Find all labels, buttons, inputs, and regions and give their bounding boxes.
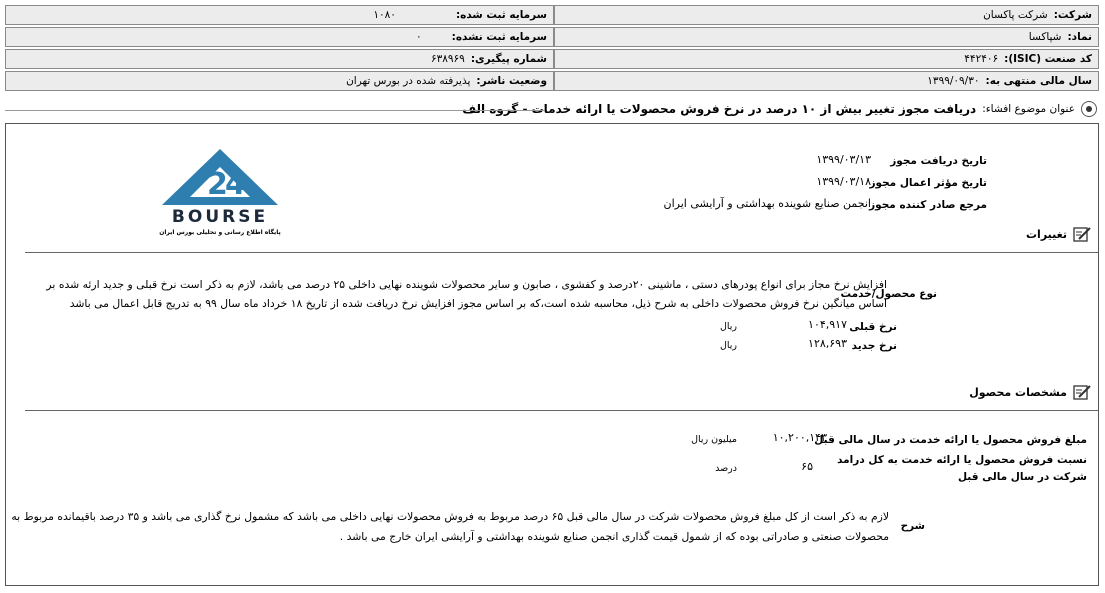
company-value: شرکت پاکسان (983, 9, 1048, 21)
tracking-label: شماره پیگیری: (470, 53, 547, 65)
sales-ratio-label-line-2: شرکت در سال مالی قبل (957, 471, 1087, 483)
capital-registered-value: ۱۰۸۰ (373, 9, 396, 21)
sales-ratio-value: ۶۵ (801, 460, 813, 473)
isic-label: کد صنعت (ISIC): (1004, 53, 1092, 65)
fiscal-year-label: سال مالی منتهی به: (985, 75, 1092, 87)
capital-registered-cell (5, 5, 554, 25)
capital-unregistered-cell (5, 27, 554, 47)
svg-text:2: 2 (207, 167, 228, 202)
info-row-1 (5, 5, 1099, 25)
capital-unregistered-label: سرمایه ثبت نشده: (451, 31, 547, 43)
product-type-text-line-1: افزایش نرخ مجاز برای انواع پودرهای دستی ، ماشینی ۲۰درصد و کفشوی ، صابون و سایر محصولات شوینده نهایی داخلی ۲۵ درصد می باشد، لازم به ذکر است نرخ قبلی و جدید ارئه شده بر (46, 278, 887, 291)
info-row-3 (5, 49, 1099, 69)
disclosure-title-row (462, 99, 1097, 119)
company-label: شرکت: (1053, 9, 1092, 21)
title-underline (5, 110, 545, 111)
old-rate-label: نرخ قبلی (849, 321, 897, 333)
prior-sales-value: ۱۰,۲۰۰,۱۴۳ (772, 431, 827, 444)
radio-bullet-icon (1081, 101, 1097, 117)
publisher-status-value: پذیرفته شده در بورس تهران (346, 75, 471, 87)
prior-sales-label: مبلغ فروش محصول یا ارائه خدمت در سال مالی قبل (814, 434, 1087, 446)
description-line-2: محصولات صنعتی و صادراتی بوده که از شمول قیمت گذاری انجمن صنایع شوینده بهداشتی و آرایشی ایران خارج می باشد . (339, 530, 889, 543)
description-label: شرح (900, 520, 925, 532)
changes-divider (25, 252, 1098, 253)
isic-value: ۴۴۲۴۰۶ (964, 53, 999, 65)
bourse-logo-mark-icon (150, 147, 290, 237)
changes-section-title: تغییرات (1026, 227, 1067, 241)
effective-date-label: تاریخ مؤثر اعمال مجوز (869, 177, 987, 189)
sales-ratio-label-line-1: نسبت فروش محصول یا ارائه خدمت به کل درامد (837, 454, 1087, 466)
capital-registered-label: سرمایه ثبت شده: (455, 9, 547, 21)
disclosure-title-prefix: عنوان موضوع افشاء: (982, 103, 1075, 115)
info-row-4 (5, 71, 1099, 91)
prior-sales-unit: میلیون ریال (691, 434, 737, 445)
old-rate-value: ۱۰۴,۹۱۷ (808, 318, 847, 331)
issuer-value: انجمن صنایع شوینده بهداشتی و آرایشی ایران (663, 197, 871, 210)
info-row-2 (5, 27, 1099, 47)
symbol-label: نماد: (1067, 31, 1092, 43)
capital-unregistered-value: ۰ (416, 31, 422, 43)
sales-ratio-unit: درصد (715, 463, 737, 474)
company-cell (554, 5, 1099, 25)
tracking-value: ۶۳۸۹۶۹ (430, 53, 465, 65)
receive-date-label: تاریخ دریافت مجوز (890, 155, 987, 167)
issuer-label: مرجع صادر کننده مجوز (869, 199, 987, 211)
product-specs-section-header (969, 384, 1091, 400)
changes-section-header (1026, 226, 1091, 242)
new-rate-unit: ریال (719, 340, 737, 351)
new-rate-value: ۱۲۸,۶۹۳ (808, 337, 847, 350)
product-specs-section-title: مشخصات محصول (969, 385, 1067, 399)
product-type-text-line-2: اساس میانگین نرخ فروش محصولات داخلی به شرح ذیل، محاسبه شده است،که بر اساس مجوز افزایش نرخ دریافت شده از تاریخ ۱۸ خرداد ماه سال ۹۹ به تدریج قابل اعمال می باشد (69, 297, 887, 310)
svg-text:4: 4 (225, 167, 246, 202)
logo-word: BOURSE (171, 207, 269, 227)
tracking-cell (5, 49, 554, 69)
new-rate-label: نرخ جدید (851, 340, 897, 352)
description-line-1: لازم به ذکر است از کل مبلغ فروش محصولات شرکت در سال مالی قبل ۶۵ درصد مربوط به فروش محصولات نهایی داخلی می باشد که مشمول نرخ گذاری می باشد و ۳۵ درصد باقیمانده مربوط به (11, 510, 889, 523)
edit-note-icon (1073, 384, 1091, 400)
bourse-logo (150, 147, 290, 237)
old-rate-unit: ریال (719, 321, 737, 332)
logo-tagline: پایگاه اطلاع رسانی و تحلیلی بورس ایران (159, 229, 281, 236)
symbol-value: شپاکسا (1028, 31, 1062, 43)
product-type-label: نوع محصول/خدمت (840, 288, 937, 300)
symbol-cell (554, 27, 1099, 47)
fiscal-year-cell (554, 71, 1099, 91)
effective-date-value: ۱۳۹۹/۰۳/۱۸ (816, 175, 871, 188)
edit-note-icon (1073, 226, 1091, 242)
publisher-status-label: وضعیت ناشر: (476, 75, 547, 87)
isic-cell (554, 49, 1099, 69)
disclosure-title: دریافت مجوز تغییر بیش از ۱۰ درصد در نرخ فروش محصولات یا ارائه خدمات - گروه الف (462, 102, 977, 116)
company-info-grid (5, 5, 1099, 93)
publisher-status-cell (5, 71, 554, 91)
product-specs-divider (25, 410, 1098, 411)
receive-date-value: ۱۳۹۹/۰۳/۱۳ (816, 153, 871, 166)
fiscal-year-value: ۱۳۹۹/۰۹/۳۰ (927, 75, 980, 87)
